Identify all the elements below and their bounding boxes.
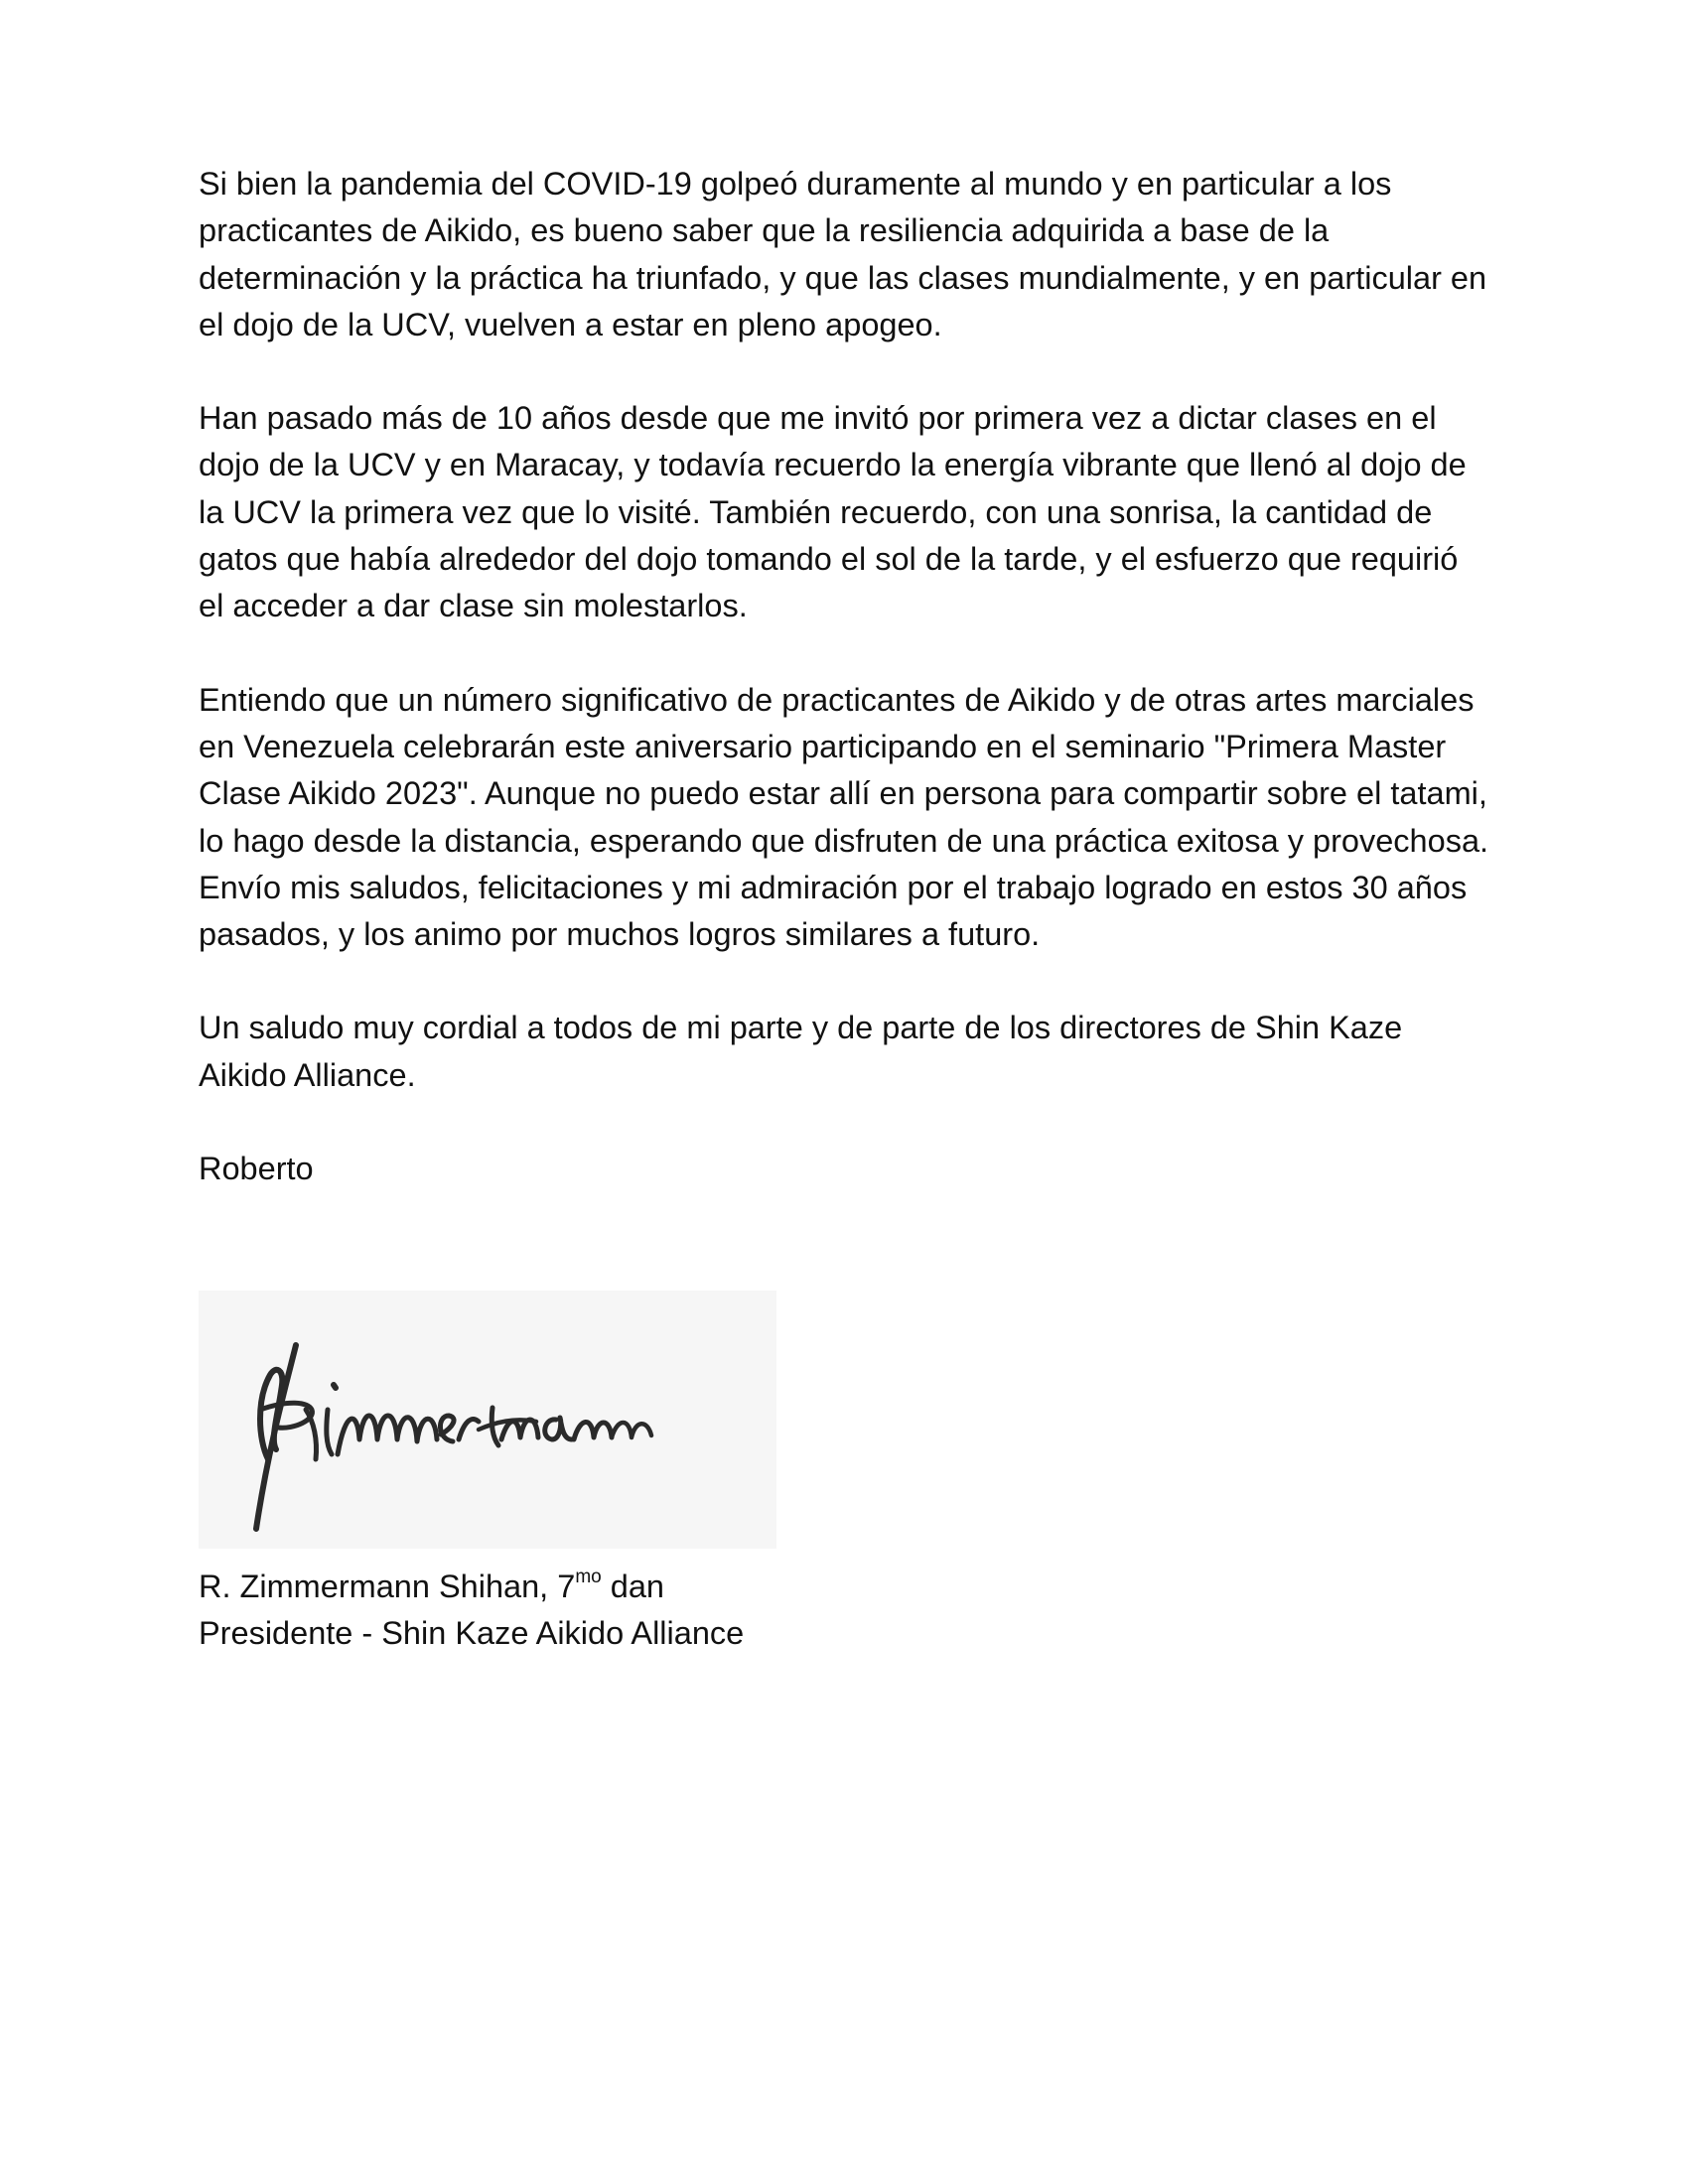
signer-name: R. Zimmermann Shihan, 7: [199, 1569, 576, 1604]
paragraph-1: Si bien la pandemia del COVID-19 golpeó duramente al mundo y en particular a los practicantes de Aikido, es bueno saber que la resiliencia adquirida a base de la determinación y la práctica ha triunfado, y que las clases mundialmente, y en particular en el dojo de la UCV, vuelven a estar en pleno apogeo.: [199, 166, 1487, 342]
paragraph-2: Han pasado más de 10 años desde que me invitó por primera vez a dictar clases en el dojo de la UCV y en Maracay, y todavía recuerdo la energía vibrante que llenó al dojo de la UCV la primera vez que lo visité. También recuerdo, con una sonrisa, la cantidad de gatos que había alrededor del dojo tomando el sol de la tarde, y el esfuerzo que requirió el acceder a dar clase sin molestarlos.: [199, 400, 1467, 624]
signer-block: [199, 1564, 1192, 1658]
signer-name-line: [199, 1564, 1192, 1610]
paragraph-3: Entiendo que un número significativo de practicantes de Aikido y de otras artes marciales en Venezuela celebrarán este aniversario participando en el seminario "Primera Master Clase Aikido 2023". Aunque no puedo estar allí en persona para compartir sobre el tatami, lo hago desde la distancia, esperando que disfruten de una práctica exitosa y provechosa. Envío mis saludos, felicitaciones y mi admiración por el trabajo logrado en estos 30 años pasados, y los animo por muchos logros similares a futuro.: [199, 681, 1489, 953]
signature-image: [199, 1291, 776, 1549]
handwritten-signature: [199, 1291, 776, 1549]
closing-name: Roberto: [199, 1151, 314, 1187]
rank-superscript: mo: [575, 1567, 602, 1587]
paragraph-4: Un saludo muy cordial a todos de mi parte y de parte de los directores de Shin Kaze Aikido Alliance.: [199, 1010, 1403, 1093]
rank-suffix: dan: [601, 1569, 664, 1604]
letter-body: [199, 161, 1489, 1192]
signer-title: Presidente - Shin Kaze Aikido Alliance: [199, 1615, 745, 1652]
